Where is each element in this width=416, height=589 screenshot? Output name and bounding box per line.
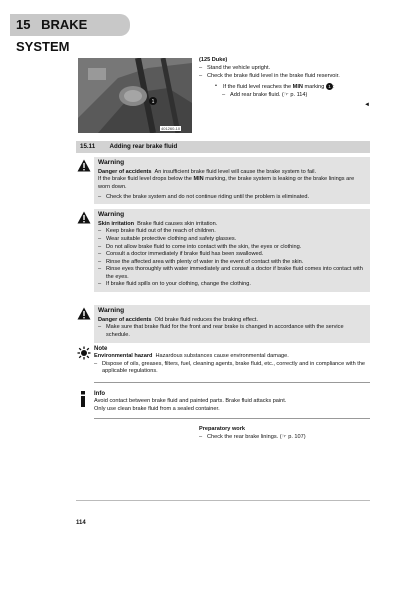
warning-box-braking — [94, 305, 370, 343]
warning-item: – Rinse eyes thoroughly with water immediately and consult a doctor if brake fluid comes into contact with the eyes. — [98, 266, 366, 281]
chapter-header — [10, 14, 130, 54]
para-min: MIN — [193, 176, 204, 183]
info-line-2: Only use clean brake fluid from a sealed container. — [94, 405, 220, 412]
action-text: Add rear brake fluid. ( — [230, 92, 284, 99]
condition-end: : — [332, 83, 335, 90]
condition-min: MIN — [292, 83, 303, 90]
brake-reservoir-photo — [78, 58, 192, 133]
page-ref-icon: ☞ — [283, 92, 291, 99]
preparatory-item — [199, 434, 379, 442]
page-ref-icon: ☞ — [281, 433, 289, 440]
condition-suffix: marking — [304, 83, 325, 90]
warning-item: – Do not allow brake fluid to come into contact with the skin, the eyes or clothing. — [98, 244, 366, 252]
divider — [94, 382, 370, 383]
note-text: Hazardous substances cause environmental damage. — [155, 353, 289, 360]
action-ref[interactable]: p. 114) — [290, 92, 308, 99]
end-marker-icon: ◄ — [364, 102, 370, 108]
warning-item: – Wear suitable protective clothing and safety glasses. — [98, 236, 366, 244]
marker-1-icon: 1 — [326, 83, 333, 90]
warning-text: An insufficient brake fluid level will cause the brake system to fail. — [154, 168, 317, 175]
warning-item: – Keep brake fluid out of the reach of children. — [98, 228, 366, 236]
action-add-fluid — [199, 92, 379, 100]
preparatory-block — [199, 426, 379, 441]
photo-marker: 1 — [151, 99, 155, 105]
section-heading — [76, 141, 370, 153]
info-line-1: Avoid contact between brake fluid and painted parts. Brake fluid attacks paint. — [94, 398, 287, 405]
warning-title: Warning — [98, 159, 125, 166]
warning-item: – Check the brake system and do not continue riding until the problem is eliminated. — [98, 194, 366, 202]
para-start: If the brake fluid level drops below the — [98, 176, 192, 183]
warning-item: – Consult a doctor immediately if brake fluid has been swallowed. — [98, 251, 366, 259]
warning-text: Brake fluid causes skin irritation. — [137, 220, 218, 227]
note-item: – Dispose of oils, greases, filters, fuel, cleaning agents, brake fluid, etc., correctly and in compliance with the applicable regulations. — [94, 361, 370, 376]
preparatory-title: Preparatory work — [199, 426, 246, 432]
condition-line — [215, 83, 379, 92]
warning-triangle-icon — [77, 211, 91, 225]
warning-box-skin — [94, 209, 370, 292]
photo-illustration — [78, 58, 192, 133]
warning-item: – Make sure that brake fluid for the front and rear brake is changed in accordance with the service schedule. — [98, 324, 366, 339]
note-label: Environmental hazard — [94, 353, 153, 360]
info-block — [94, 390, 370, 413]
model-label: (125 Duke) — [199, 57, 228, 63]
condition-prefix: If the fluid level reaches the — [223, 83, 292, 90]
step-block — [199, 57, 379, 100]
warning-triangle-icon — [77, 307, 91, 321]
warning-item: – Rinse the affected area with plenty of water in the event of contact with the skin. — [98, 259, 366, 267]
warning-triangle-icon — [77, 159, 91, 173]
chapter-number: 15 — [16, 17, 31, 32]
section-number: 15.11 — [80, 143, 96, 150]
info-title: Info — [94, 391, 105, 397]
divider — [94, 418, 370, 419]
divider — [76, 500, 370, 501]
warning-item: – If brake fluid spills on to your clothing, change the clothing. — [98, 281, 366, 289]
note-block — [94, 345, 370, 376]
warning-text: Old brake fluid reduces the braking effect. — [154, 316, 258, 323]
warning-title: Warning — [98, 307, 125, 314]
environment-hazard-icon — [77, 346, 91, 360]
info-icon — [77, 391, 89, 407]
warning-paragraph — [98, 176, 366, 191]
preparatory-text: Check the rear brake linings. ( — [207, 433, 282, 440]
warning-label-line — [98, 221, 366, 229]
warning-box-accidents — [94, 157, 370, 204]
step-stand-upright: – Stand the vehicle upright. — [199, 65, 379, 73]
step-check-level: – Check the brake fluid level in the brake fluid reservoir. — [199, 73, 379, 81]
note-title: Note — [94, 346, 108, 352]
page-number: 114 — [76, 520, 86, 526]
warning-label: Skin irritation — [98, 220, 135, 227]
warning-label: Danger of accidents — [98, 316, 152, 323]
note-label-line — [94, 353, 370, 361]
figure-code: 401260-10 — [161, 126, 181, 131]
preparatory-ref[interactable]: p. 107) — [288, 433, 306, 440]
warning-label-line — [98, 317, 366, 325]
chapter-title: BRAKE SYSTEM — [16, 17, 88, 54]
section-title: Adding rear brake fluid — [109, 143, 178, 150]
para-end: marking, the brake system is leaking or the brake linings are worn down. — [98, 176, 355, 190]
warning-label: Danger of accidents — [98, 168, 152, 175]
warning-label-line — [98, 169, 366, 177]
warning-title: Warning — [98, 211, 125, 218]
